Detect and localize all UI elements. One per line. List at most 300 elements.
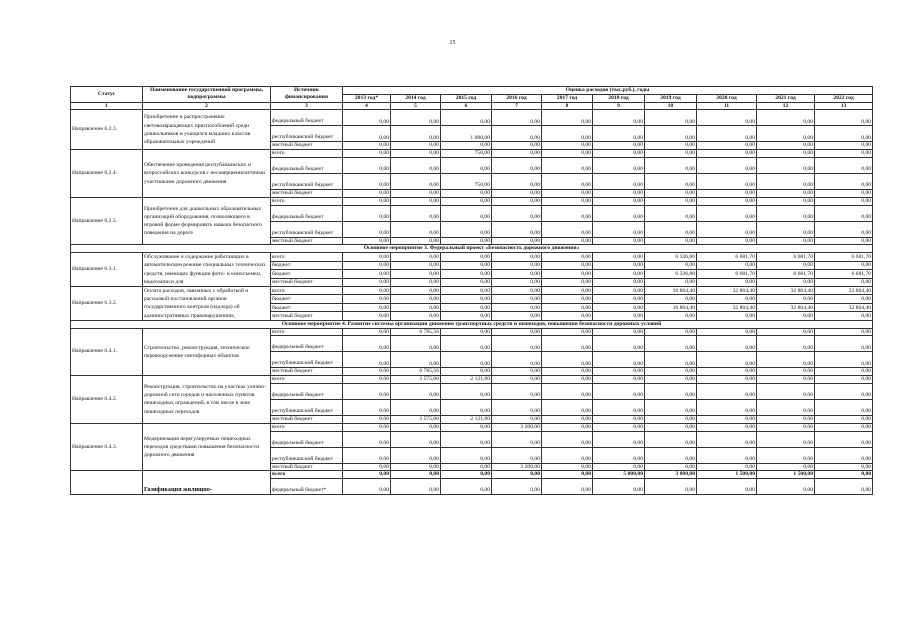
row-value: 16 864,40 bbox=[645, 303, 697, 311]
row-value: 0,00 bbox=[492, 352, 542, 368]
row-value: 2 121,60 bbox=[441, 415, 492, 423]
row-value: 0,00 bbox=[343, 479, 391, 495]
row-value: 0,00 bbox=[815, 197, 873, 205]
row-funding-source: бюджет bbox=[271, 270, 343, 278]
row-value: 3 000,00 bbox=[645, 471, 697, 479]
row-value: 2 121,60 bbox=[441, 376, 492, 384]
row-value: 0,00 bbox=[343, 352, 391, 368]
row-value: 6 681,70 bbox=[815, 270, 873, 278]
row-value: 0,00 bbox=[492, 471, 542, 479]
row-value: 0,00 bbox=[697, 126, 757, 142]
row-value: 0,00 bbox=[391, 205, 441, 221]
row-value: 0,00 bbox=[815, 278, 873, 286]
row-value: 0,00 bbox=[757, 479, 815, 495]
header-year: 2014 год bbox=[391, 94, 441, 102]
row-value: 0,00 bbox=[391, 303, 441, 311]
row-program-name: Обслуживание и содержание работающих в автоматическом режиме специальных технических средств, имеющих функции фото- и киносъемки, видеозаписи для bbox=[143, 253, 271, 287]
row-value: 0,00 bbox=[815, 352, 873, 368]
row-value: 0,00 bbox=[391, 270, 441, 278]
table-row bbox=[71, 286, 873, 294]
row-value: 0,00 bbox=[492, 383, 542, 399]
row-value: 0,00 bbox=[441, 197, 492, 205]
row-value: 0,00 bbox=[343, 447, 391, 463]
row-value: 0,00 bbox=[441, 189, 492, 197]
row-funding-source: республиканский бюджет bbox=[271, 447, 343, 463]
row-value: 3 200,00 bbox=[492, 463, 542, 471]
row-value: 0,00 bbox=[343, 415, 391, 423]
row-value: 0,00 bbox=[542, 157, 593, 173]
row-value: 0,00 bbox=[815, 205, 873, 221]
row-value: 32 864,40 bbox=[697, 303, 757, 311]
row-value: 0,00 bbox=[815, 173, 873, 189]
row-value: 0,00 bbox=[645, 221, 697, 237]
row-value: 0,00 bbox=[593, 253, 645, 261]
row-value: 0,00 bbox=[343, 423, 391, 431]
row-value: 0,00 bbox=[645, 447, 697, 463]
row-funding-source: федеральный бюджет bbox=[271, 157, 343, 173]
row-funding-source: республиканский бюджет bbox=[271, 126, 343, 142]
row-value: 0,00 bbox=[343, 431, 391, 447]
row-value: 0,00 bbox=[697, 463, 757, 471]
row-value: 0,00 bbox=[645, 197, 697, 205]
row-value: 0,00 bbox=[391, 312, 441, 320]
table-row bbox=[71, 197, 873, 205]
row-value: 0,00 bbox=[492, 447, 542, 463]
section-title: Основное мероприятие 4. Развитие системы организации движения транспортных средств и пешеходов, повышения безопасности дорожных условий bbox=[71, 320, 873, 328]
row-value: 0,00 bbox=[441, 261, 492, 269]
row-value: 0,00 bbox=[697, 205, 757, 221]
row-value: 0,00 bbox=[391, 383, 441, 399]
row-value: 0,00 bbox=[815, 368, 873, 376]
table-row bbox=[71, 110, 873, 126]
row-value: 0,00 bbox=[441, 399, 492, 415]
row-value: 0,00 bbox=[815, 399, 873, 415]
row-value: 1 500,00 bbox=[697, 471, 757, 479]
row-value: 0,00 bbox=[645, 352, 697, 368]
table-row bbox=[71, 471, 873, 479]
header-year: 2018 год bbox=[593, 94, 645, 102]
row-value: 0,00 bbox=[391, 261, 441, 269]
row-funding-source: всего bbox=[271, 376, 343, 384]
header-estimate: Оценка расходов (тыс.руб.), годы bbox=[343, 87, 873, 95]
row-value: 0,00 bbox=[757, 447, 815, 463]
row-value: 0,00 bbox=[645, 399, 697, 415]
row-funding-source: республиканский бюджет bbox=[271, 221, 343, 237]
row-value: 0,00 bbox=[343, 221, 391, 237]
row-value: 0,00 bbox=[542, 221, 593, 237]
row-value: 0,00 bbox=[441, 142, 492, 150]
row-value: 0,00 bbox=[492, 197, 542, 205]
row-value: 0,00 bbox=[391, 173, 441, 189]
row-value: 0,00 bbox=[492, 221, 542, 237]
header-year: 2016 год bbox=[492, 94, 542, 102]
row-value: 0,00 bbox=[645, 126, 697, 142]
row-value: 0,00 bbox=[593, 173, 645, 189]
row-value: 750,00 bbox=[441, 173, 492, 189]
row-value: 0,00 bbox=[645, 431, 697, 447]
row-program-name: Обеспечение проведения республиканских и всероссийских конкурсов с несовершеннолетними участниками дорожного движения bbox=[143, 150, 271, 198]
header-year: 2017 год bbox=[542, 94, 593, 102]
header-column-number: 4 bbox=[343, 102, 391, 110]
row-funding-source: федеральный бюджет* bbox=[271, 479, 343, 495]
row-value: 0,00 bbox=[492, 399, 542, 415]
row-value: 0,00 bbox=[593, 237, 645, 245]
row-value: 0,00 bbox=[697, 221, 757, 237]
row-value: 0,00 bbox=[697, 197, 757, 205]
row-funding-source: местный бюджет bbox=[271, 278, 343, 286]
row-funding-source: республиканский бюджет bbox=[271, 399, 343, 415]
row-value: 0,00 bbox=[343, 205, 391, 221]
row-value: 0,00 bbox=[757, 431, 815, 447]
header-year: 2021 год bbox=[757, 94, 815, 102]
header-year: 2019 год bbox=[645, 94, 697, 102]
row-value: 0,00 bbox=[343, 142, 391, 150]
row-value: 0,00 bbox=[645, 261, 697, 269]
row-funding-source: всего bbox=[271, 253, 343, 261]
row-value: 0,00 bbox=[542, 336, 593, 352]
row-value: 0,00 bbox=[645, 415, 697, 423]
row-value: 0,00 bbox=[343, 253, 391, 261]
row-value: 0,00 bbox=[593, 463, 645, 471]
row-value: 6 336,80 bbox=[645, 270, 697, 278]
row-value: 0,00 bbox=[391, 423, 441, 431]
row-value: 0,00 bbox=[697, 110, 757, 126]
section-row bbox=[71, 320, 873, 328]
table-row bbox=[71, 253, 873, 261]
row-value: 0,00 bbox=[815, 312, 873, 320]
row-value: 0,00 bbox=[697, 295, 757, 303]
row-value: 0,00 bbox=[492, 110, 542, 126]
row-value: 0,00 bbox=[343, 197, 391, 205]
row-value: 0,00 bbox=[391, 352, 441, 368]
header-column-number: 10 bbox=[645, 102, 697, 110]
row-value: 0,00 bbox=[815, 295, 873, 303]
section-title: Основное мероприятие 3. Федеральный проект «Безопасность дорожного движения» bbox=[71, 245, 873, 253]
row-value: 0,00 bbox=[492, 278, 542, 286]
row-value: 0,00 bbox=[492, 157, 542, 173]
row-value: 0,00 bbox=[492, 376, 542, 384]
row-value: 0,00 bbox=[697, 431, 757, 447]
row-value: 0,00 bbox=[441, 253, 492, 261]
row-value: 0,00 bbox=[542, 126, 593, 142]
row-value: 0,00 bbox=[441, 221, 492, 237]
row-value: 0,00 bbox=[542, 383, 593, 399]
row-value: 1 500,00 bbox=[757, 471, 815, 479]
row-value: 0,00 bbox=[343, 126, 391, 142]
row-value: 0,00 bbox=[441, 479, 492, 495]
row-value: 0,00 bbox=[645, 157, 697, 173]
row-value: 0,00 bbox=[391, 126, 441, 142]
row-value: 0,00 bbox=[757, 376, 815, 384]
row-value: 0,00 bbox=[593, 479, 645, 495]
row-value: 0,00 bbox=[343, 295, 391, 303]
header-column-numbers-row bbox=[71, 102, 873, 110]
row-value: 0,00 bbox=[343, 376, 391, 384]
row-value: 0,00 bbox=[542, 352, 593, 368]
row-value: 0,00 bbox=[391, 237, 441, 245]
row-value: 0,00 bbox=[441, 328, 492, 336]
row-value: 0,00 bbox=[542, 423, 593, 431]
row-value: 0,00 bbox=[391, 278, 441, 286]
row-value: 32 864,40 bbox=[815, 286, 873, 294]
row-value: 0,00 bbox=[593, 142, 645, 150]
row-value: 0,00 bbox=[441, 312, 492, 320]
row-value: 0,00 bbox=[645, 142, 697, 150]
row-value: 0,00 bbox=[492, 261, 542, 269]
row-value: 0,00 bbox=[391, 463, 441, 471]
row-value: 0,00 bbox=[697, 189, 757, 197]
row-value: 0,00 bbox=[697, 173, 757, 189]
row-value: 0,00 bbox=[391, 253, 441, 261]
row-funding-source: всего bbox=[271, 328, 343, 336]
row-funding-source: всего bbox=[271, 286, 343, 294]
row-status: Направление 6.3.1. bbox=[71, 253, 143, 287]
header-status: Статус bbox=[71, 87, 143, 103]
row-value: 0,00 bbox=[593, 336, 645, 352]
row-funding-source: федеральный бюджет bbox=[271, 110, 343, 126]
row-funding-source: бюджет bbox=[271, 303, 343, 311]
row-value: 0,00 bbox=[593, 270, 645, 278]
row-value: 0,00 bbox=[492, 295, 542, 303]
header-column-number: 6 bbox=[441, 102, 492, 110]
row-value: 0,00 bbox=[815, 110, 873, 126]
page-number: 15 bbox=[449, 40, 456, 46]
row-value: 0,00 bbox=[542, 303, 593, 311]
row-value: 0,00 bbox=[391, 157, 441, 173]
row-value: 0,00 bbox=[757, 399, 815, 415]
row-value: 0,00 bbox=[757, 126, 815, 142]
row-value: 0,00 bbox=[815, 237, 873, 245]
row-value: 0,00 bbox=[697, 368, 757, 376]
row-funding-source: республиканский бюджет bbox=[271, 352, 343, 368]
row-value: 0,00 bbox=[697, 383, 757, 399]
row-value: 0,00 bbox=[697, 237, 757, 245]
row-value: 0,00 bbox=[542, 237, 593, 245]
row-value: 0,00 bbox=[593, 150, 645, 158]
row-value: 0,00 bbox=[645, 312, 697, 320]
row-value: 0,00 bbox=[815, 157, 873, 173]
row-value: 0,00 bbox=[391, 431, 441, 447]
row-value: 0,00 bbox=[593, 328, 645, 336]
row-value: 6 785,56 bbox=[391, 328, 441, 336]
row-value: 0,00 bbox=[593, 157, 645, 173]
row-value: 0,00 bbox=[815, 221, 873, 237]
row-value: 32 864,40 bbox=[757, 286, 815, 294]
row-value: 0,00 bbox=[542, 463, 593, 471]
row-value: 0,00 bbox=[593, 286, 645, 294]
row-funding-source: всего bbox=[271, 150, 343, 158]
row-program-name: Приобретение для дошкольных образовательных организаций оборудования, позволяющего в игровой форме формировать навыки безопасного поведения на дороге bbox=[143, 197, 271, 245]
row-value: 0,00 bbox=[815, 447, 873, 463]
row-value: 0,00 bbox=[542, 447, 593, 463]
row-value: 0,00 bbox=[343, 173, 391, 189]
row-value: 6 681,70 bbox=[757, 270, 815, 278]
row-value: 0,00 bbox=[815, 383, 873, 399]
row-value: 0,00 bbox=[542, 415, 593, 423]
row-value: 0,00 bbox=[391, 447, 441, 463]
row-value: 0,00 bbox=[542, 431, 593, 447]
row-value: 0,00 bbox=[441, 157, 492, 173]
row-value: 0,00 bbox=[593, 261, 645, 269]
row-value: 750,00 bbox=[441, 150, 492, 158]
table-row bbox=[71, 376, 873, 384]
row-value: 6 785,56 bbox=[391, 368, 441, 376]
row-value: 0,00 bbox=[757, 278, 815, 286]
row-value: 0,00 bbox=[697, 336, 757, 352]
row-value: 0,00 bbox=[757, 173, 815, 189]
row-funding-source: федеральный бюджет bbox=[271, 336, 343, 352]
row-value: 0,00 bbox=[441, 295, 492, 303]
row-value: 0,00 bbox=[697, 376, 757, 384]
row-value: 0,00 bbox=[815, 431, 873, 447]
row-value: 0,00 bbox=[441, 447, 492, 463]
row-value: 3 575,60 bbox=[391, 415, 441, 423]
row-value: 0,00 bbox=[492, 415, 542, 423]
row-value: 0,00 bbox=[542, 278, 593, 286]
row-value: 0,00 bbox=[757, 368, 815, 376]
row-value: 0,00 bbox=[441, 205, 492, 221]
row-value: 0,00 bbox=[645, 173, 697, 189]
section-row bbox=[71, 245, 873, 253]
row-value: 0,00 bbox=[645, 328, 697, 336]
row-value: 0,00 bbox=[542, 197, 593, 205]
row-value: 6 681,70 bbox=[815, 253, 873, 261]
row-value: 0,00 bbox=[343, 312, 391, 320]
row-value: 0,00 bbox=[542, 479, 593, 495]
row-value: 0,00 bbox=[391, 336, 441, 352]
row-value: 0,00 bbox=[815, 336, 873, 352]
row-value: 0,00 bbox=[391, 471, 441, 479]
row-value: 0,00 bbox=[492, 328, 542, 336]
row-value: 32 864,40 bbox=[757, 303, 815, 311]
row-value: 0,00 bbox=[492, 205, 542, 221]
row-value: 0,00 bbox=[492, 368, 542, 376]
row-value: 0,00 bbox=[542, 312, 593, 320]
row-value: 0,00 bbox=[441, 368, 492, 376]
row-value: 0,00 bbox=[757, 221, 815, 237]
row-value: 0,00 bbox=[492, 479, 542, 495]
row-value: 0,00 bbox=[343, 189, 391, 197]
row-funding-source: бюджет bbox=[271, 261, 343, 269]
row-value: 0,00 bbox=[542, 110, 593, 126]
header-year: 2020 год bbox=[697, 94, 757, 102]
row-value: 0,00 bbox=[593, 447, 645, 463]
row-value: 0,00 bbox=[697, 447, 757, 463]
row-value: 0,00 bbox=[815, 142, 873, 150]
row-value: 0,00 bbox=[343, 150, 391, 158]
row-value: 0,00 bbox=[757, 157, 815, 173]
row-value: 0,00 bbox=[492, 150, 542, 158]
row-value: 16 864,40 bbox=[645, 286, 697, 294]
row-value: 0,00 bbox=[593, 431, 645, 447]
row-value: 0,00 bbox=[343, 286, 391, 294]
header-column-number: 7 bbox=[492, 102, 542, 110]
row-value: 0,00 bbox=[441, 383, 492, 399]
row-value: 0,00 bbox=[542, 205, 593, 221]
row-value: 0,00 bbox=[492, 237, 542, 245]
row-value: 0,00 bbox=[757, 142, 815, 150]
row-value: 6 336,80 bbox=[645, 253, 697, 261]
expense-estimate-table bbox=[70, 86, 873, 495]
row-funding-source: бюджет bbox=[271, 295, 343, 303]
row-value: 0,00 bbox=[757, 352, 815, 368]
row-value: 0,00 bbox=[593, 423, 645, 431]
row-funding-source: всего bbox=[271, 423, 343, 431]
row-value: 0,00 bbox=[757, 205, 815, 221]
row-value: 0,00 bbox=[492, 431, 542, 447]
row-funding-source: местный бюджет bbox=[271, 189, 343, 197]
row-funding-source: республиканский бюджет bbox=[271, 173, 343, 189]
row-value: 0,00 bbox=[593, 399, 645, 415]
row-value: 0,00 bbox=[343, 237, 391, 245]
row-value: 0,00 bbox=[391, 189, 441, 197]
row-value: 0,00 bbox=[815, 189, 873, 197]
row-value: 0,00 bbox=[391, 295, 441, 303]
row-value: 0,00 bbox=[757, 463, 815, 471]
row-value: 0,00 bbox=[645, 205, 697, 221]
row-value: 0,00 bbox=[593, 221, 645, 237]
row-value: 0,00 bbox=[441, 471, 492, 479]
row-value: 0,00 bbox=[593, 197, 645, 205]
row-value: 0,00 bbox=[343, 110, 391, 126]
row-value: 0,00 bbox=[441, 336, 492, 352]
header-column-number: 2 bbox=[143, 102, 271, 110]
row-value: 0,00 bbox=[645, 463, 697, 471]
row-value: 0,00 bbox=[593, 415, 645, 423]
row-value: 0,00 bbox=[815, 423, 873, 431]
row-funding-source: местный бюджет bbox=[271, 368, 343, 376]
row-value: 0,00 bbox=[343, 471, 391, 479]
row-value: 0,00 bbox=[815, 328, 873, 336]
row-value: 32 864,40 bbox=[815, 303, 873, 311]
row-value: 0,00 bbox=[542, 286, 593, 294]
row-value: 0,00 bbox=[757, 312, 815, 320]
row-value: 0,00 bbox=[542, 295, 593, 303]
table-row bbox=[71, 150, 873, 158]
row-value: 0,00 bbox=[815, 415, 873, 423]
row-value: 0,00 bbox=[542, 471, 593, 479]
header-year: 2013 год* bbox=[343, 94, 391, 102]
row-value: 0,00 bbox=[757, 295, 815, 303]
row-value: 0,00 bbox=[391, 110, 441, 126]
row-value: 0,00 bbox=[542, 173, 593, 189]
row-value: 0,00 bbox=[492, 142, 542, 150]
row-value: 0,00 bbox=[542, 150, 593, 158]
row-value: 0,00 bbox=[645, 237, 697, 245]
row-value: 0,00 bbox=[815, 479, 873, 495]
row-value: 0,00 bbox=[492, 270, 542, 278]
row-value: 0,00 bbox=[593, 383, 645, 399]
row-status: Направление 6.2.3. bbox=[71, 110, 143, 150]
header-column-number: 5 bbox=[391, 102, 441, 110]
row-value: 0,00 bbox=[391, 150, 441, 158]
row-value: 5 000,00 bbox=[593, 471, 645, 479]
row-value: 0,00 bbox=[542, 253, 593, 261]
row-value: 0,00 bbox=[645, 479, 697, 495]
row-value: 0,00 bbox=[645, 423, 697, 431]
row-value: 0,00 bbox=[542, 189, 593, 197]
row-value: 0,00 bbox=[815, 471, 873, 479]
row-value: 0,00 bbox=[645, 336, 697, 352]
header-column-number: 3 bbox=[271, 102, 343, 110]
row-value: 32 864,40 bbox=[697, 286, 757, 294]
row-value: 0,00 bbox=[593, 189, 645, 197]
row-value: 0,00 bbox=[441, 286, 492, 294]
row-status: Направление 6.4.3. bbox=[71, 423, 143, 471]
row-value: 0,00 bbox=[343, 157, 391, 173]
row-value: 0,00 bbox=[697, 423, 757, 431]
row-value: 0,00 bbox=[697, 352, 757, 368]
